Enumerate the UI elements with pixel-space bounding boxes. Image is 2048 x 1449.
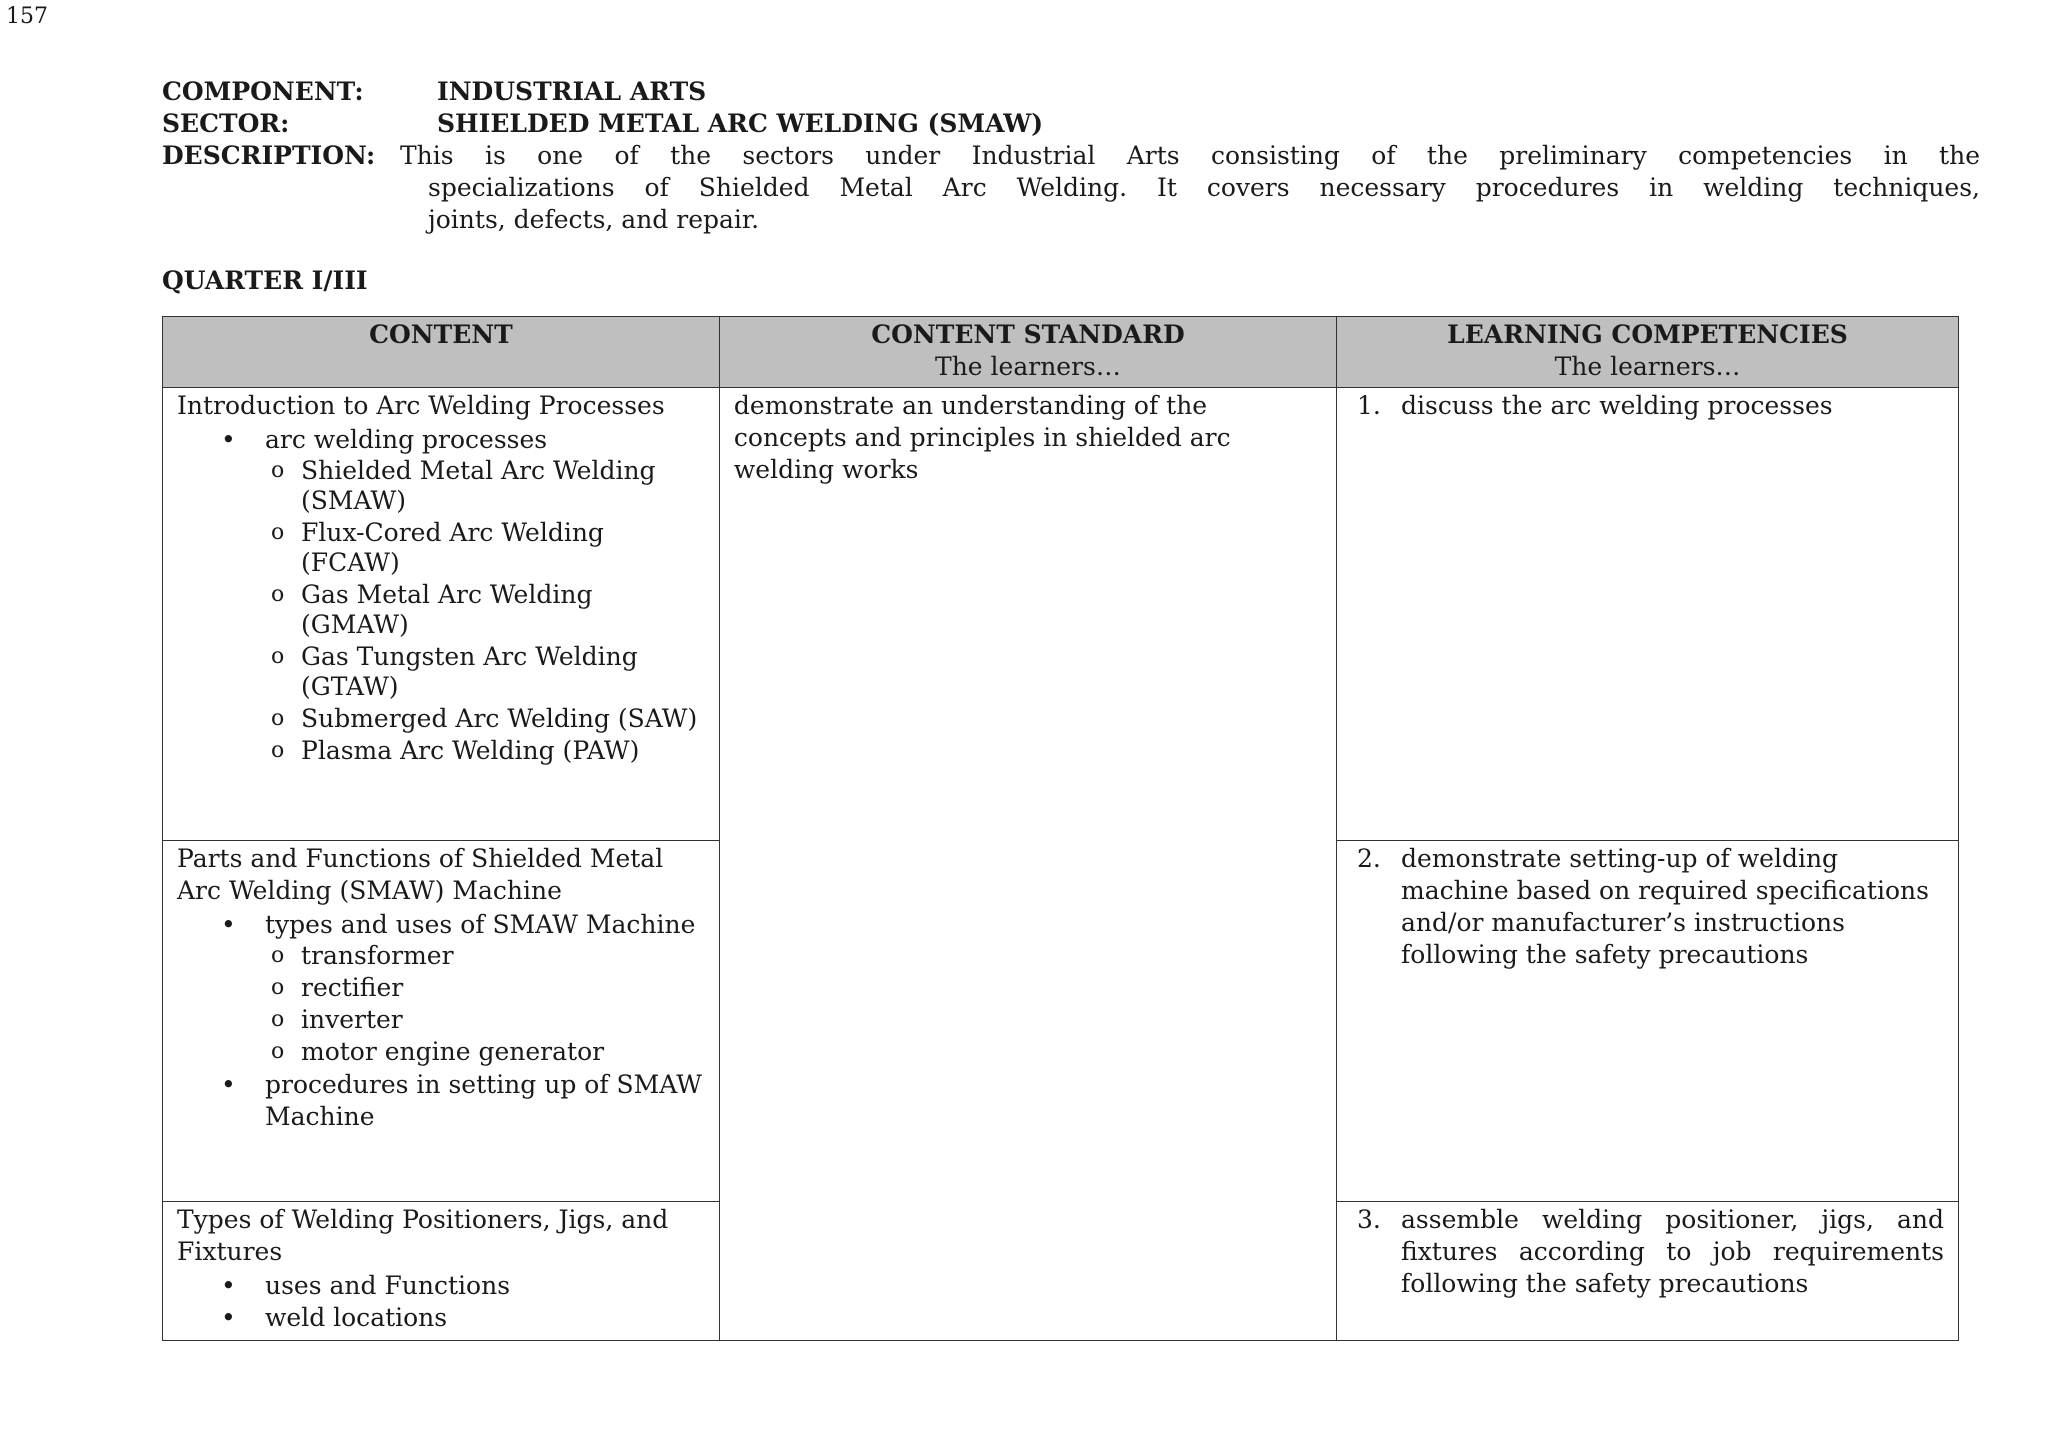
sub-item [177, 518, 707, 578]
header-content-standard [719, 317, 1336, 388]
sector-label: SECTOR: [162, 109, 290, 138]
bullet-text: arc welding processes [265, 425, 548, 454]
header-learning-competencies [1337, 317, 1959, 388]
circle-bullet-icon: o [271, 975, 285, 1000]
competency-cell [1337, 841, 1959, 1202]
content-standard-text: demonstrate an understanding of the concepts and principles in shielded arc welding works [733, 391, 1231, 484]
competency-item [1357, 843, 1944, 971]
circle-bullet-icon: o [271, 738, 285, 763]
sub-item [177, 642, 707, 702]
bullet-item [177, 1270, 707, 1302]
table-row [163, 388, 1959, 841]
sub-item-text: Flux-Cored Arc Welding (FCAW) [301, 518, 604, 577]
competency-text: discuss the arc welding processes [1401, 391, 1833, 420]
bullet-list [177, 1270, 707, 1334]
circle-bullet-icon: o [271, 706, 285, 731]
circle-bullet-icon: o [271, 582, 285, 607]
competency-item [1357, 390, 1944, 422]
competency-cell [1337, 388, 1959, 841]
sector-row [162, 108, 1822, 140]
sub-item-text: Gas Tungsten Arc Welding (GTAW) [301, 642, 638, 701]
bullet-text: procedures in setting up of SMAW Machine [265, 1070, 702, 1131]
bullet-icon: • [221, 910, 236, 939]
bullet-item [177, 909, 707, 941]
sub-item [177, 1005, 707, 1035]
sub-item-text: transformer [301, 941, 454, 970]
sub-item [177, 704, 707, 734]
circle-bullet-icon: o [271, 520, 285, 545]
content-cell [163, 388, 720, 841]
bullet-list [177, 424, 707, 456]
description-line: This is one of the sectors under Industrial Arts consisting of the preliminary competencies in the [400, 141, 1980, 170]
sub-item-text: inverter [301, 1005, 403, 1034]
component-label: COMPONENT: [162, 77, 364, 106]
bullet-item [177, 424, 707, 456]
bullet-icon: • [221, 1070, 236, 1099]
bullet-item [177, 1302, 707, 1334]
description-line: specializations of Shielded Metal Arc Welding. It covers necessary procedures in welding techniques, [428, 173, 1980, 202]
bullet-text: types and uses of SMAW Machine [265, 910, 696, 939]
sub-item [177, 973, 707, 1003]
description-label: DESCRIPTION: [162, 141, 376, 170]
circle-bullet-icon: o [271, 458, 285, 483]
sub-item-text: rectifier [301, 973, 404, 1002]
page-number: 157 [6, 4, 48, 29]
content-cell [163, 1202, 720, 1341]
bullet-icon: • [221, 1271, 236, 1300]
topic-title: Parts and Functions of Shielded Metal Arc Welding (SMAW) Machine [177, 844, 664, 905]
competency-text: assemble welding positioner, jigs, and fixtures according to job requirements following the safety precautions [1401, 1205, 1944, 1298]
bullet-item [177, 1069, 707, 1133]
topic-title: Introduction to Arc Welding Processes [177, 391, 665, 420]
header-competencies-subtitle: The learners… [1554, 352, 1741, 381]
competency-cell [1337, 1202, 1959, 1341]
bullet-list [177, 909, 707, 941]
bullet-icon: • [221, 425, 236, 454]
sector-value: SHIELDED METAL ARC WELDING (SMAW) [437, 109, 1044, 138]
content-cell [163, 841, 720, 1202]
topic-title: Types of Welding Positioners, Jigs, and Fixtures [177, 1205, 669, 1266]
header-standard-subtitle: The learners… [935, 352, 1121, 381]
bullet-text: uses and Functions [265, 1271, 511, 1300]
sub-list [177, 456, 707, 766]
circle-bullet-icon: o [271, 1007, 285, 1032]
circle-bullet-icon: o [271, 943, 285, 968]
sub-item-text: Shielded Metal Arc Welding (SMAW) [301, 456, 656, 515]
description-row [162, 140, 1980, 236]
bullet-icon: • [221, 1303, 236, 1332]
quarter-heading: QUARTER I/III [162, 266, 368, 295]
header-standard-title: CONTENT STANDARD [871, 320, 1185, 349]
table-header-row [163, 317, 1959, 388]
description-line: joints, defects, and repair. [428, 205, 760, 234]
circle-bullet-icon: o [271, 1039, 285, 1064]
header-competencies-title: LEARNING COMPETENCIES [1447, 320, 1848, 349]
sub-item [177, 580, 707, 640]
circle-bullet-icon: o [271, 644, 285, 669]
competency-number: 3. [1357, 1205, 1381, 1234]
description-text [400, 140, 1980, 236]
component-value: INDUSTRIAL ARTS [437, 77, 707, 106]
sub-item-text: Gas Metal Arc Welding (GMAW) [301, 580, 593, 639]
component-row [162, 76, 1822, 108]
bullet-text: weld locations [265, 1303, 448, 1332]
competency-item [1357, 1204, 1944, 1300]
sub-item-text: Plasma Arc Welding (PAW) [301, 736, 640, 765]
competency-number: 1. [1357, 391, 1381, 420]
bullet-list [177, 1069, 707, 1133]
header-content [163, 317, 720, 388]
sub-item [177, 456, 707, 516]
sub-item [177, 941, 707, 971]
sub-list [177, 941, 707, 1067]
sub-item-text: Submerged Arc Welding (SAW) [301, 704, 698, 733]
curriculum-table [162, 316, 1959, 1341]
sub-item-text: motor engine generator [301, 1037, 605, 1066]
competency-text: demonstrate setting-up of welding machine based on required specifications and/or manufacturer’s instructions following the safety precautions [1401, 844, 1929, 969]
competency-number: 2. [1357, 844, 1381, 873]
document-header [162, 76, 1980, 236]
header-content-title: CONTENT [369, 320, 513, 349]
sub-item [177, 1037, 707, 1067]
sub-item [177, 736, 707, 766]
content-standard-cell [719, 388, 1336, 1341]
